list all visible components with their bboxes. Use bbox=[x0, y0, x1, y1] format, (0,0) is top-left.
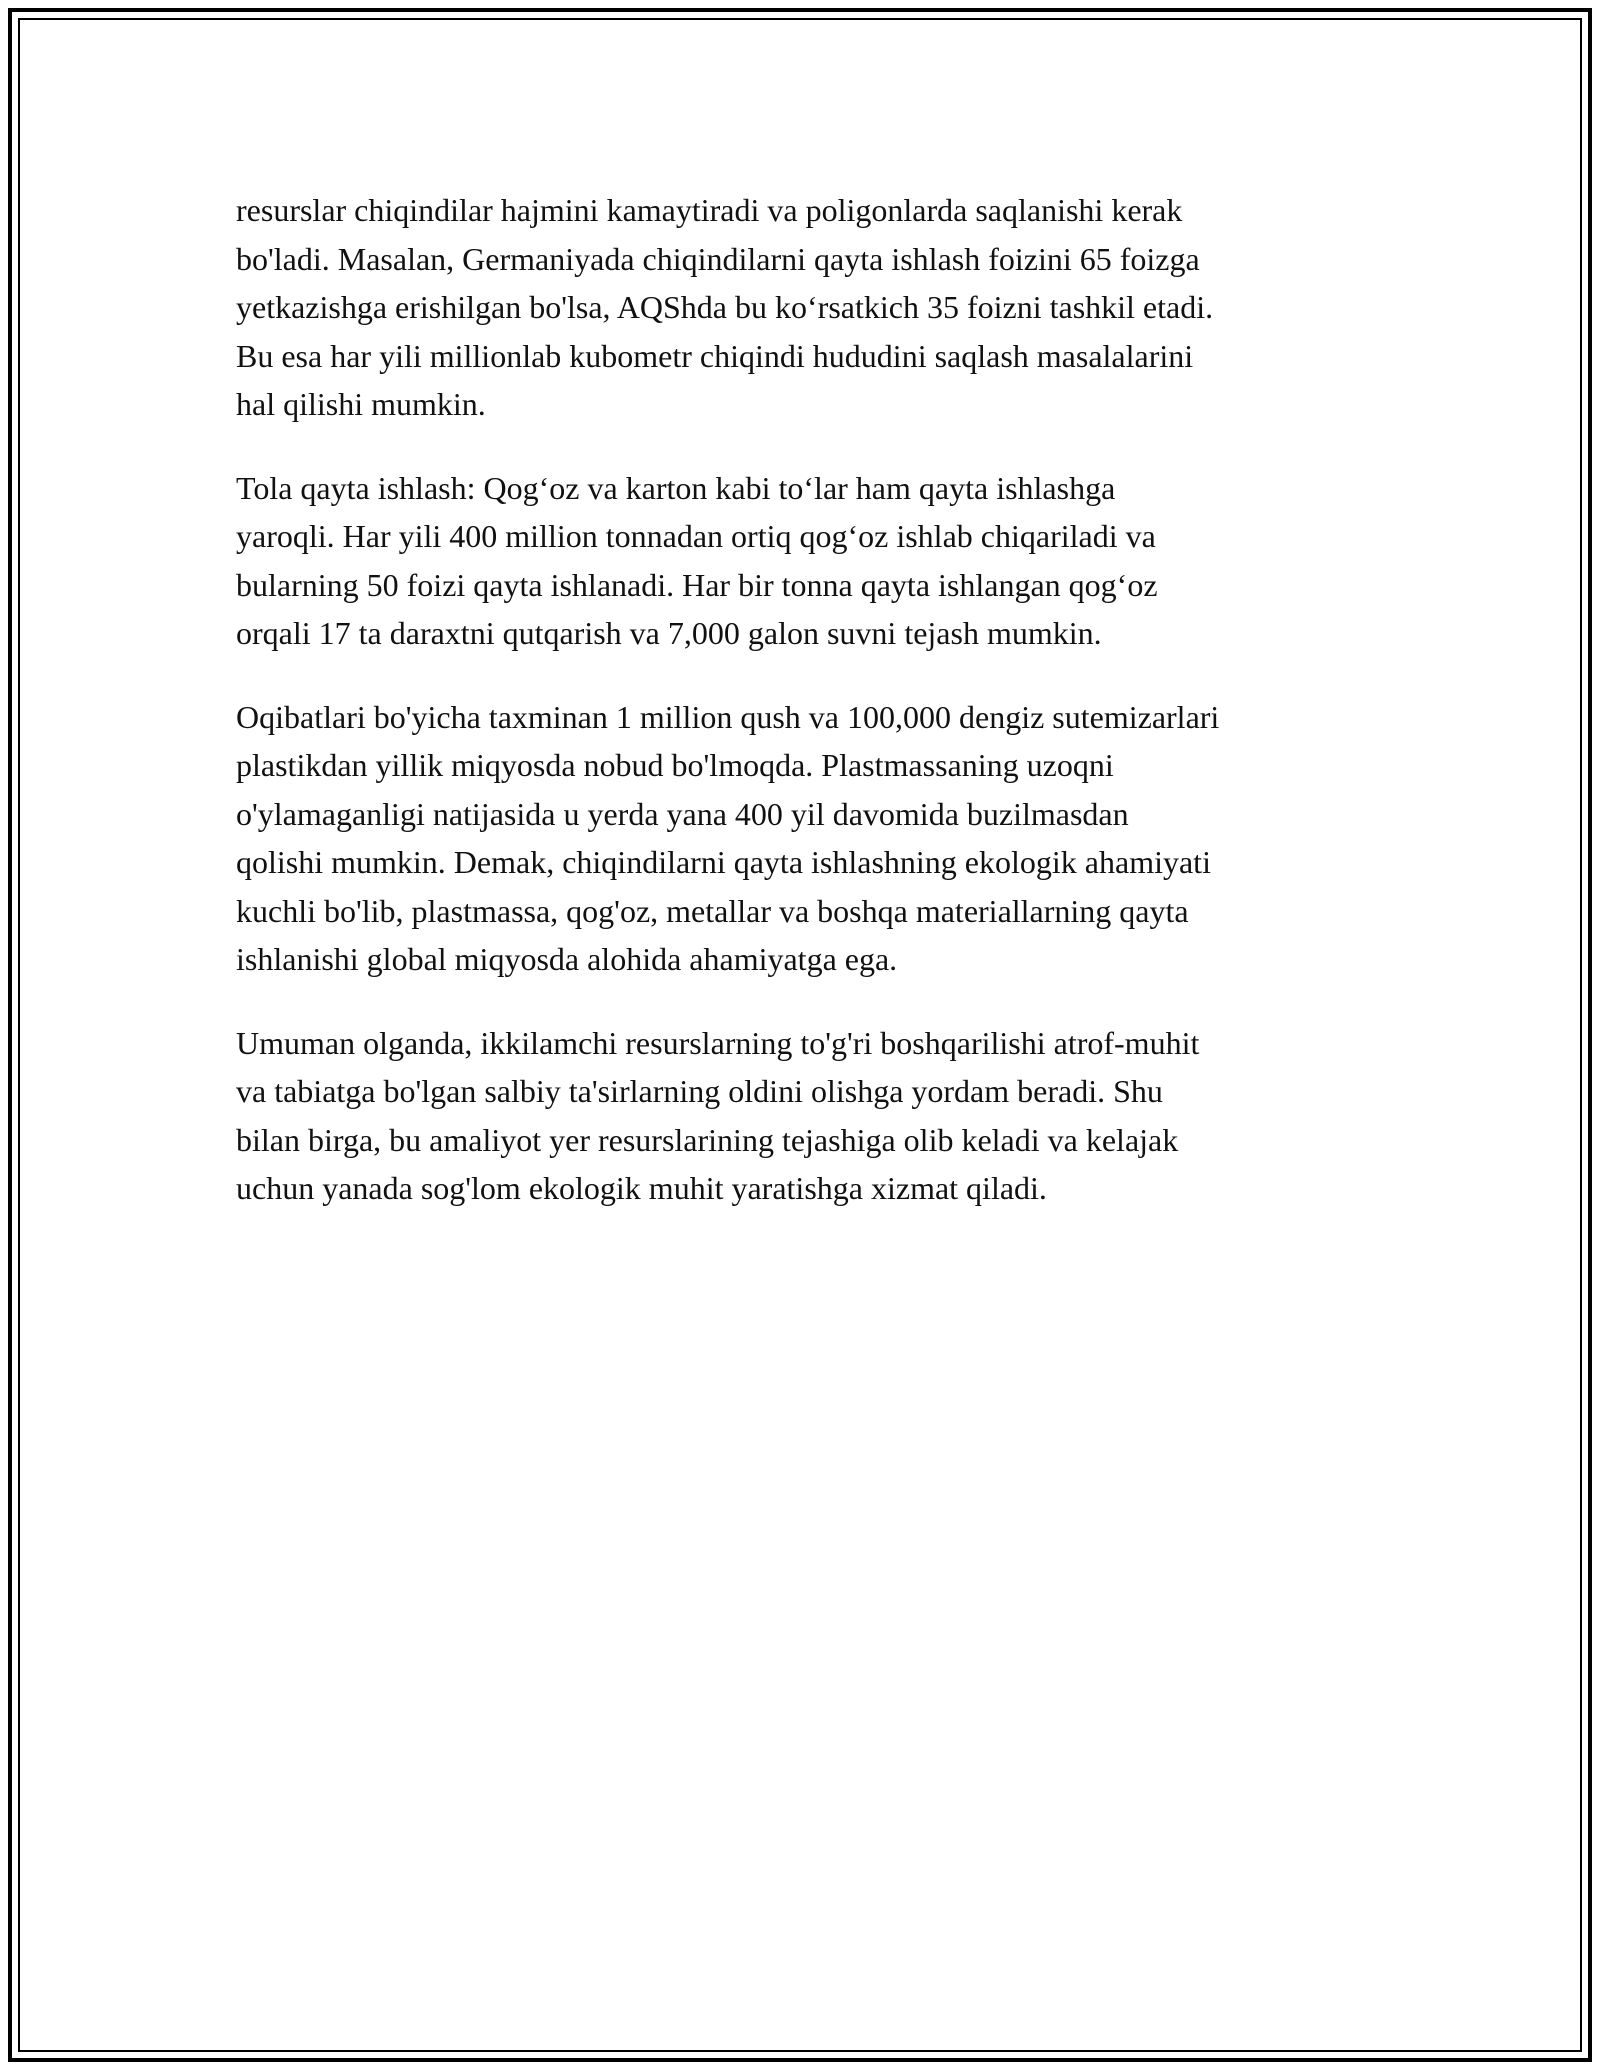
paragraph-line: yaroqli. Har yili 400 million tonnadan ortiq qog‘oz ishlab chiqariladi va bbox=[236, 518, 1156, 554]
paragraph-line: bo'ladi. Masalan, Germaniyada chiqindilarni qayta ishlash foizini 65 foizga bbox=[236, 240, 1200, 277]
paragraph-line: plastikdan yillik miqyosda nobud bo'lmoqda. Plastmassaning uzoqni bbox=[236, 747, 1114, 783]
paragraph-line: o'ylamaganligi natijasida u yerda yana 400 yil davomida buzilmasdan bbox=[236, 795, 1129, 832]
paragraph-line: qolishi mumkin. Demak, chiqindilarni qayta ishlashning ekologik ahamiyati bbox=[236, 844, 1211, 880]
paragraph-2 bbox=[236, 464, 1386, 658]
paragraph-line: orqali 17 ta daraxtni qutqarish va 7,000 galon suvni tejash mumkin. bbox=[236, 615, 1102, 651]
paragraph-line: va tabiatga bo'lgan salbiy ta'sirlarning oldini olishga yordam beradi. Shu bbox=[236, 1073, 1163, 1109]
paragraph-line: kuchli bo'lib, plastmassa, qog'oz, metallar va boshqa materiallarning qayta bbox=[236, 892, 1189, 929]
paragraph-line: Bu esa har yili millionlab kubometr chiqindi hududini saqlash masalalarini bbox=[236, 337, 1194, 374]
paragraph-line: Oqibatlari bo'yicha taxminan 1 million qush va 100,000 dengiz sutemizarlari bbox=[236, 698, 1220, 735]
paragraph-line: uchun yanada sog'lom ekologik muhit yaratishga xizmat qiladi. bbox=[236, 1170, 1047, 1206]
paragraph-line: yetkazishga erishilgan bo'lsa, AQShda bu ko‘rsatkich 35 foizni tashkil etadi. bbox=[236, 289, 1214, 325]
paragraph-line: bularning 50 foizi qayta ishlanadi. Har bir tonna qayta ishlangan qog‘oz bbox=[236, 566, 1158, 603]
paragraph-4 bbox=[236, 1019, 1386, 1213]
paragraph-line: hal qilishi mumkin. bbox=[236, 386, 486, 422]
paragraph-1 bbox=[236, 186, 1386, 429]
document-body bbox=[236, 186, 1386, 1248]
paragraph-line: bilan birga, bu amaliyot yer resurslarining tejashiga olib keladi va kelajak bbox=[236, 1121, 1179, 1158]
paragraph-3 bbox=[236, 693, 1386, 984]
paragraph-line: ishlanishi global miqyosda alohida ahamiyatga ega. bbox=[236, 941, 898, 977]
paragraph-line: resurslar chiqindilar hajmini kamaytiradi va poligonlarda saqlanishi kerak bbox=[236, 192, 1183, 228]
paragraph-line: Umuman olganda, ikkilamchi resurslarning to'g'ri boshqarilishi atrof-muhit bbox=[236, 1024, 1200, 1061]
paragraph-line: Tola qayta ishlash: Qog‘oz va karton kabi to‘lar ham qayta ishlashga bbox=[236, 469, 1116, 506]
